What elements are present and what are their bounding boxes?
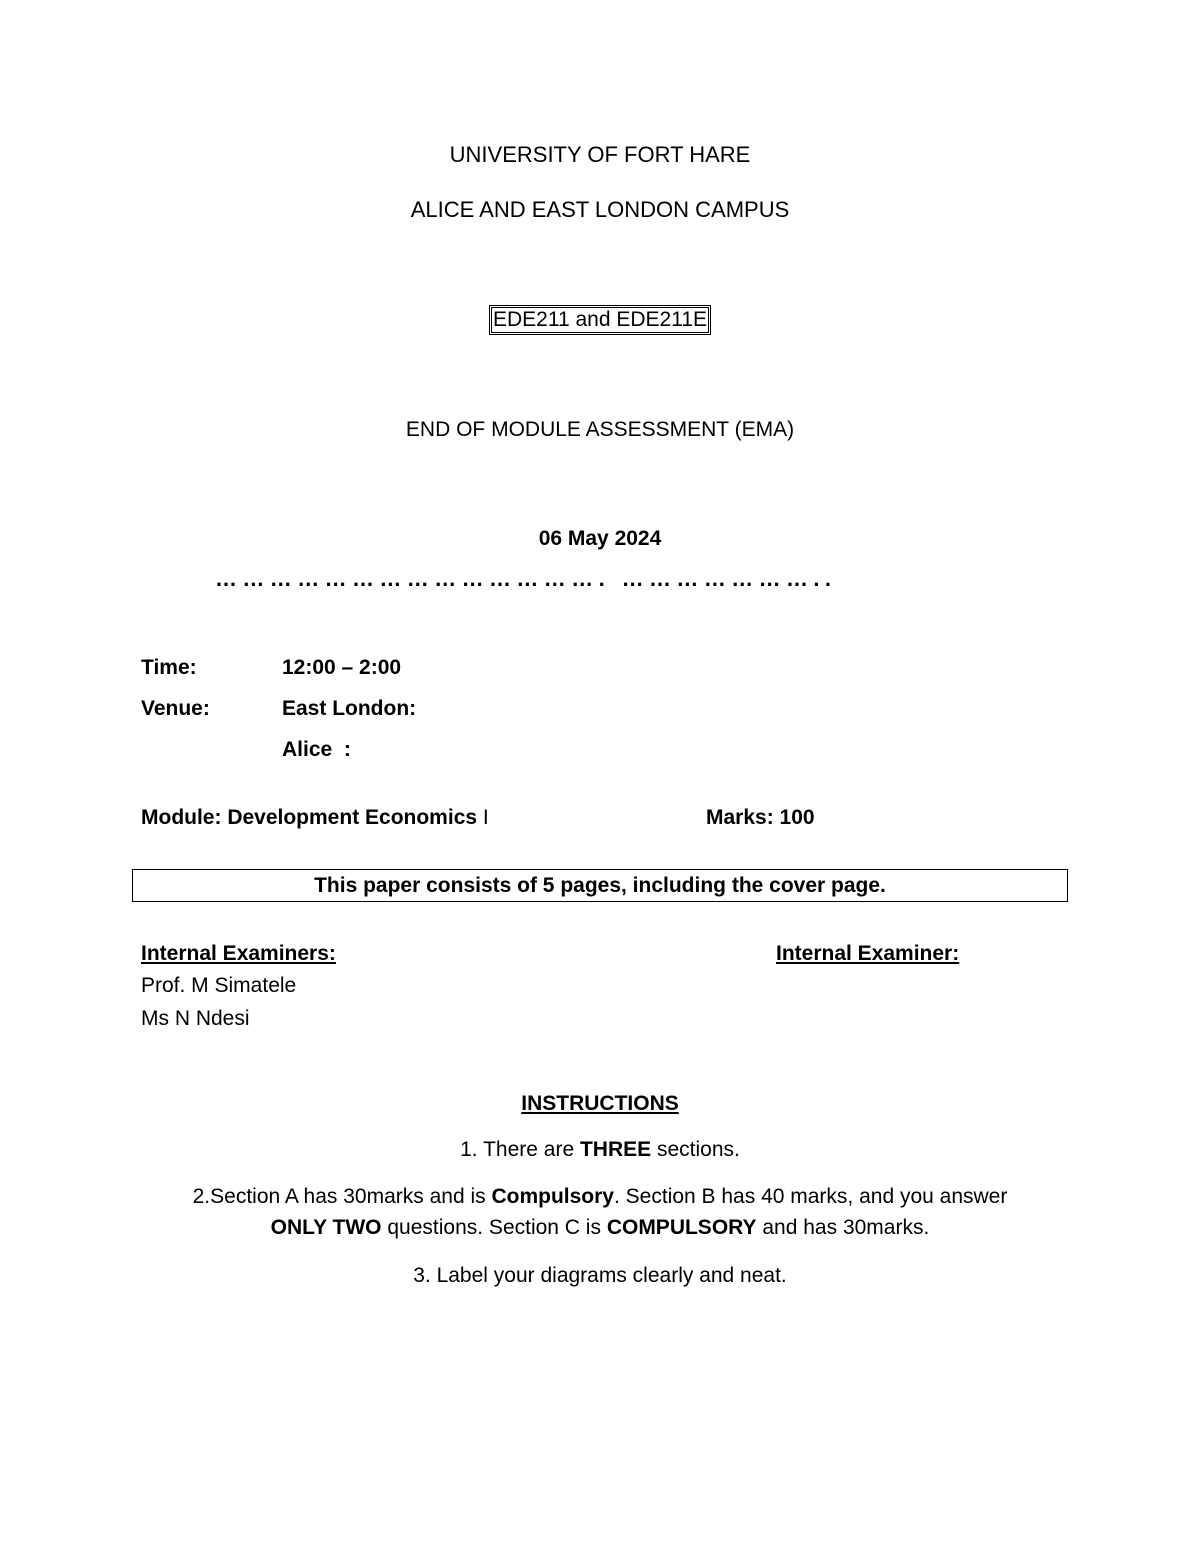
instruction-emphasis: ONLY TWO (270, 1216, 382, 1239)
module-label: Module: Development Economics (141, 806, 478, 829)
instruction-text: 1. There are (460, 1138, 580, 1161)
instruction-text: and has 30marks. (756, 1216, 930, 1239)
internal-examiner-heading: Internal Examiner: (776, 942, 960, 965)
course-code-box (0, 307, 1200, 333)
instruction-text: . Section B has 40 marks, and you answer (613, 1185, 1008, 1208)
course-code: EDE211 and EDE211E (492, 308, 708, 331)
marks: Marks: 100 (706, 806, 815, 829)
examiner-name: Prof. M Simatele (141, 974, 297, 997)
instruction-emphasis: Compulsory (491, 1185, 614, 1208)
university-name: UNIVERSITY OF FORT HARE (449, 142, 751, 167)
examiner-name: Ms N Ndesi (141, 1007, 250, 1030)
venue-alice: Alice : (282, 738, 351, 761)
instruction-text: 2.Section A has 30marks and is (192, 1185, 492, 1208)
instruction-item-1 (0, 1134, 1200, 1165)
instruction-text: questions. Section C is (381, 1216, 607, 1239)
instruction-emphasis: THREE (579, 1138, 652, 1161)
venue-label: Venue: (141, 697, 210, 720)
exam-date: 06 May 2024 (538, 527, 662, 550)
instruction-item-2-line-1 (0, 1181, 1200, 1212)
module-suffix: I (482, 806, 489, 829)
page-count-notice: This paper consists of 5 pages, including the cover page. (132, 869, 1068, 902)
instruction-emphasis: COMPULSORY (606, 1216, 757, 1239)
venue-east-london: East London: (282, 697, 417, 720)
internal-examiners-heading: Internal Examiners: (141, 942, 336, 965)
instruction-item-3: 3. Label your diagrams clearly and neat. (413, 1264, 787, 1287)
dotted-separator: ……………………………………. ………………….. (215, 566, 837, 591)
instruction-item-2-line-2 (0, 1212, 1200, 1243)
module-line (141, 805, 489, 831)
exam-title: END OF MODULE ASSESSMENT (EMA) (405, 418, 795, 441)
instruction-text: sections. (651, 1138, 740, 1161)
time-label: Time: (141, 656, 197, 679)
time-value: 12:00 – 2:00 (282, 656, 402, 679)
campus-name: ALICE AND EAST LONDON CAMPUS (410, 197, 790, 222)
instructions-heading: INSTRUCTIONS (521, 1092, 679, 1115)
